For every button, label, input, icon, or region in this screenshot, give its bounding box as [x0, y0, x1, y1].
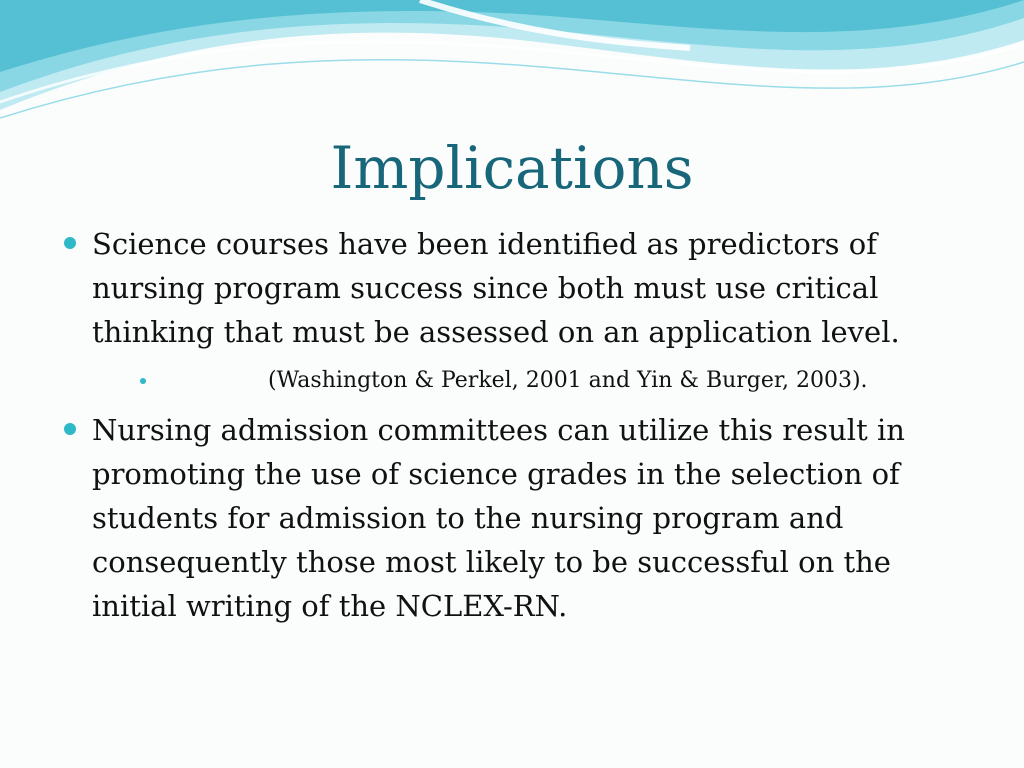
decorative-wave-header: [0, 0, 1024, 130]
slide-title: Implications: [330, 134, 694, 202]
citation-text: (Washington & Perkel, 2001 and Yin & Burger, 2003).: [268, 368, 868, 393]
bullet-icon: [64, 237, 76, 249]
bullet-text-2: Nursing admission committees can utilize this result in promoting the use of science grades in the selection of students for admission to the nursing program and consequently those most likely to be successful on the initial writing of the NCLEX-RN.: [92, 413, 905, 623]
bullet-text-1: Science courses have been identified as predictors of nursing program success since both must use critical thinking that must be assessed on an application level.: [92, 227, 900, 349]
bullet-icon: [64, 423, 76, 435]
sub-bullet-icon: [140, 378, 146, 384]
